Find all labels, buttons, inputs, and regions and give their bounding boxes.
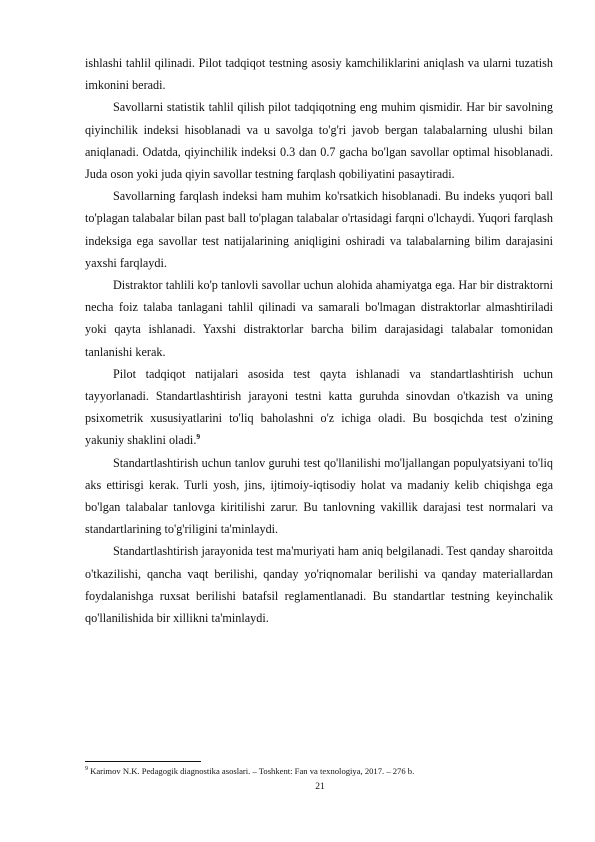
paragraph-4: Distraktor tahlili ko'p tanlovli savollar uchun alohida ahamiyatga ega. Har bir distraktorni necha foiz talaba tanlagani tahlil qilinadi va samarali bo'lmagan distraktorlar almashtiriladi yoki qayta ishlanadi. Yaxshi distraktorlar barcha bilim darajasidagi talabalar tomonidan tanlanishi kerak. xyxy=(85,278,553,359)
footnote-divider xyxy=(85,761,201,762)
page-body xyxy=(85,52,553,629)
paragraph-7: Standartlashtirish jarayonida test ma'muriyati ham aniq belgilanadi. Test qanday sharoitda o'tkazilishi, qancha vaqt berilishi, qanday yo'riqnomalar berilishi va qanday materiallardan foydalanishga ruxsat berilishi batafsil reglamentlanadi. Bu standartlar testning keyinchalik qo'llanilishida bir xillikni ta'minlaydi. xyxy=(85,544,553,626)
paragraph-1: ishlashi tahlil qilinadi. Pilot tadqiqot testning asosiy kamchiliklarini aniqlash va ularni tuzatish imkonini beradi. xyxy=(85,56,553,93)
footnote xyxy=(85,766,553,777)
footnote-text: Karimov N.K. Pedagogik diagnostika asoslari. – Toshkent: Fan va texnologiya, 2017. – 276 b. xyxy=(90,766,415,776)
paragraph-3: Savollarning farqlash indeksi ham muhim ko'rsatkich hisoblanadi. Bu indeks yuqori ball to'plagan talabalar bilan past ball to'plagan talabalar o'rtasidagi farqni o'lchaydi. Yuqori farqlash indeksiga ega savollar test natijalarining aniqligini oshiradi va talabalarning bilim darajasini yaxshi farqlaydi. xyxy=(85,189,553,270)
footnote-marker: 9 xyxy=(85,766,88,773)
paragraph-2: Savollarni statistik tahlil qilish pilot tadqiqotning eng muhim qismidir. Har bir savolning qiyinchilik indeksi hisoblanadi va u savolga to'g'ri javob bergan talabalarning ulushi bilan aniqlanadi. Odatda, qiyinchilik indeksi 0.3 dan 0.7 gacha bo'lgan savollar optimal hisoblanadi. Juda oson yoki juda qiyin savollar testning farqlash qobiliyatini pasaytiradi. xyxy=(85,100,553,182)
paragraph-6: Standartlashtirish uchun tanlov guruhi test qo'llanilishi mo'ljallangan populyatsiyani to'liq aks ettirisgi kerak. Turli yosh, jins, ijtimoiy-iqtisodiy holat va madaniy kelib chiqishga ega bo'lgan talabalar tanlovga kiritilishi zarur. Bu tanlovning vakillik darajasi test normalari va standartlarining to'g'riligini ta'minlaydi. xyxy=(85,455,553,537)
footnote-reference[interactable]: 9 xyxy=(196,432,201,442)
paragraph-5 xyxy=(85,363,553,452)
page-number: 21 xyxy=(315,782,325,792)
paragraph-5-text: Pilot tadqiqot natijalari asosida test qayta ishlanadi va standartlashtirish uchun tayyorlanadi. Standartlashtirish jarayoni testni katta guruhda sinovdan o'tkazish va uning psixometrik xususiyatlarini to'liq baholashni o'z ichiga oladi. Bu bosqichda test o'zining yakuniy shaklini oladi. xyxy=(85,366,553,448)
